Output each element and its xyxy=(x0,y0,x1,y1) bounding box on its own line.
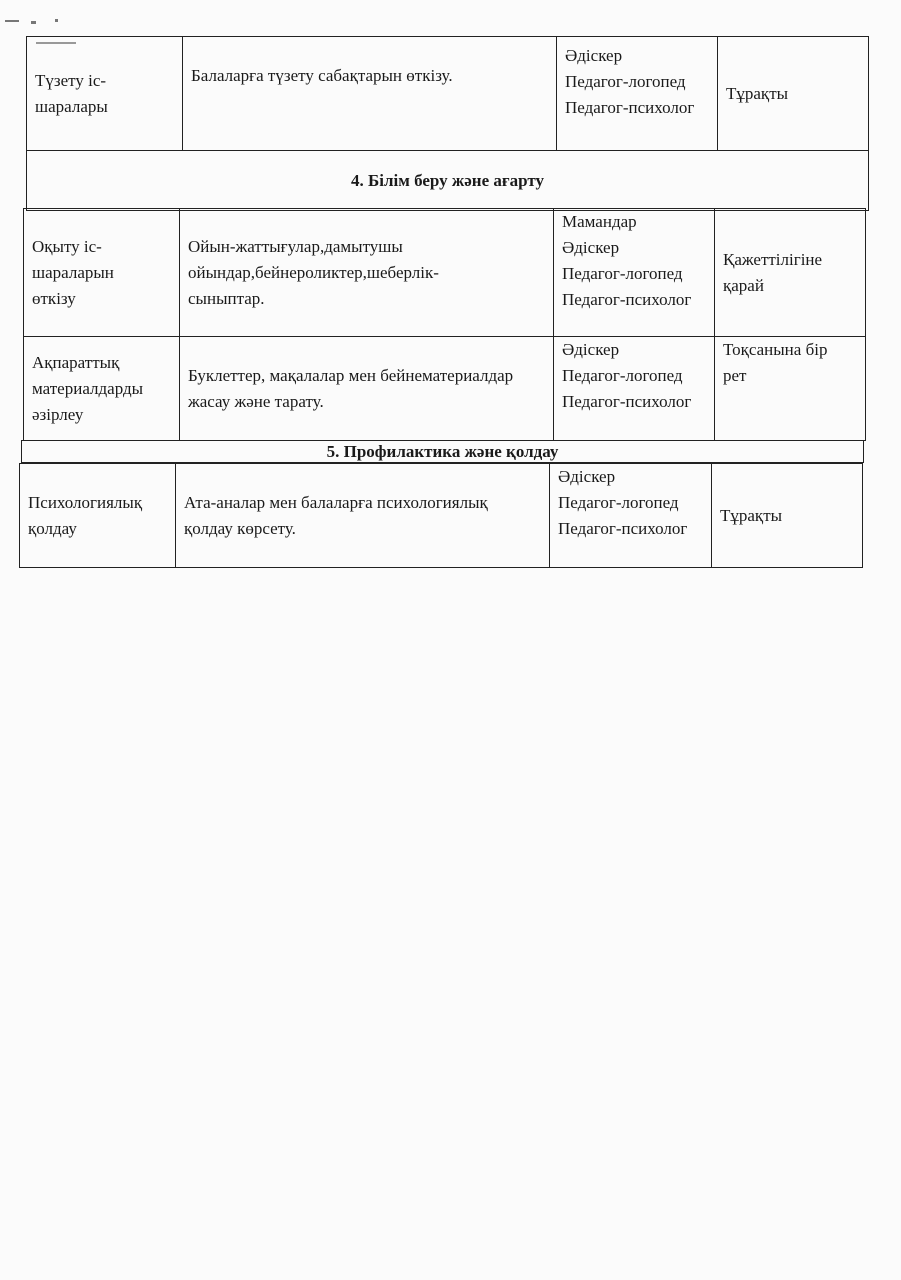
timing-text: қарай xyxy=(723,275,764,295)
responsible-cell xyxy=(550,464,712,568)
section-heading: 5. Профилактика және қолдау xyxy=(22,441,864,463)
responsible-text: Әдіскер xyxy=(562,340,620,359)
timing-cell xyxy=(715,209,866,337)
responsible-text: Педагог-психолог xyxy=(562,392,692,411)
activity-cell xyxy=(24,209,180,337)
scan-speck xyxy=(31,21,36,24)
activity-text: шараларын xyxy=(32,262,114,282)
timing-cell xyxy=(715,337,866,441)
content-text: Ата-аналар мен балаларға психологиялық xyxy=(184,492,488,512)
section-row xyxy=(27,151,869,211)
responsible-text: Педагог-психолог xyxy=(565,98,695,117)
table-row xyxy=(20,464,863,568)
plan-table-part3 xyxy=(21,440,864,463)
plan-table-part1 xyxy=(26,36,869,211)
timing-cell xyxy=(718,37,869,151)
responsible-cell xyxy=(554,337,715,441)
table-row xyxy=(24,209,866,337)
content-cell xyxy=(180,337,554,441)
responsible-text: Мамандар xyxy=(562,212,637,231)
responsible-text: Педагог-логопед xyxy=(558,493,679,512)
content-text: сыныптар. xyxy=(188,288,265,308)
responsible-text: Әдіскер xyxy=(558,467,616,486)
content-text: Ойын-жаттығулар,дамытушы xyxy=(188,236,403,256)
content-cell xyxy=(176,464,550,568)
plan-table-part2 xyxy=(23,208,866,441)
responsible-cell xyxy=(554,209,715,337)
content-text: Буклеттер, мақалалар мен бейнематериалдар xyxy=(188,365,514,385)
responsible-text: Әдіскер xyxy=(565,46,623,65)
activity-text: өткізу xyxy=(32,288,76,308)
timing-text: Тұрақты xyxy=(726,83,789,103)
activity-cell xyxy=(27,37,183,151)
timing-text: Тұрақты xyxy=(720,505,783,525)
table-row xyxy=(27,37,869,151)
responsible-cell xyxy=(557,37,718,151)
content-text: ойындар,бейнероликтер,шеберлік- xyxy=(188,262,439,282)
activity-text: әзірлеу xyxy=(32,404,84,424)
plan-table-part4 xyxy=(19,463,863,568)
content-text: қолдау көрсету. xyxy=(184,518,296,538)
responsible-text: Педагог-логопед xyxy=(562,366,683,385)
responsible-text: Педагог-психолог xyxy=(558,519,688,538)
timing-text: Қажеттілігіне xyxy=(723,249,823,269)
section-row xyxy=(22,441,864,463)
table-row xyxy=(24,337,866,441)
responsible-text: Педагог-логопед xyxy=(565,72,686,91)
responsible-text: Педагог-психолог xyxy=(562,290,692,309)
activity-cell xyxy=(20,464,176,568)
activity-text: Оқыту іс- xyxy=(32,236,102,256)
scan-speck xyxy=(55,19,58,22)
content-cell xyxy=(180,209,554,337)
section-heading: 4. Білім беру және ағарту xyxy=(27,151,869,211)
responsible-text: Педагог-логопед xyxy=(562,264,683,283)
responsible-text: Әдіскер xyxy=(562,238,620,257)
content-text: Балаларға түзету сабақтарын өткізу. xyxy=(191,66,453,85)
activity-text: Ақпараттық xyxy=(32,352,120,372)
activity-text: шаралары xyxy=(35,96,108,116)
content-text: жасау және тарату. xyxy=(188,391,324,411)
activity-text: қолдау xyxy=(28,518,77,538)
timing-cell xyxy=(712,464,863,568)
activity-cell xyxy=(24,337,180,441)
activity-text: Психологиялық xyxy=(28,492,143,512)
activity-text: материалдарды xyxy=(32,378,144,398)
scan-speck xyxy=(5,20,19,22)
content-cell xyxy=(183,37,557,151)
activity-text: Түзету іс- xyxy=(35,70,107,90)
timing-text: Тоқсанына бір xyxy=(723,340,828,359)
timing-text: рет xyxy=(723,366,747,385)
